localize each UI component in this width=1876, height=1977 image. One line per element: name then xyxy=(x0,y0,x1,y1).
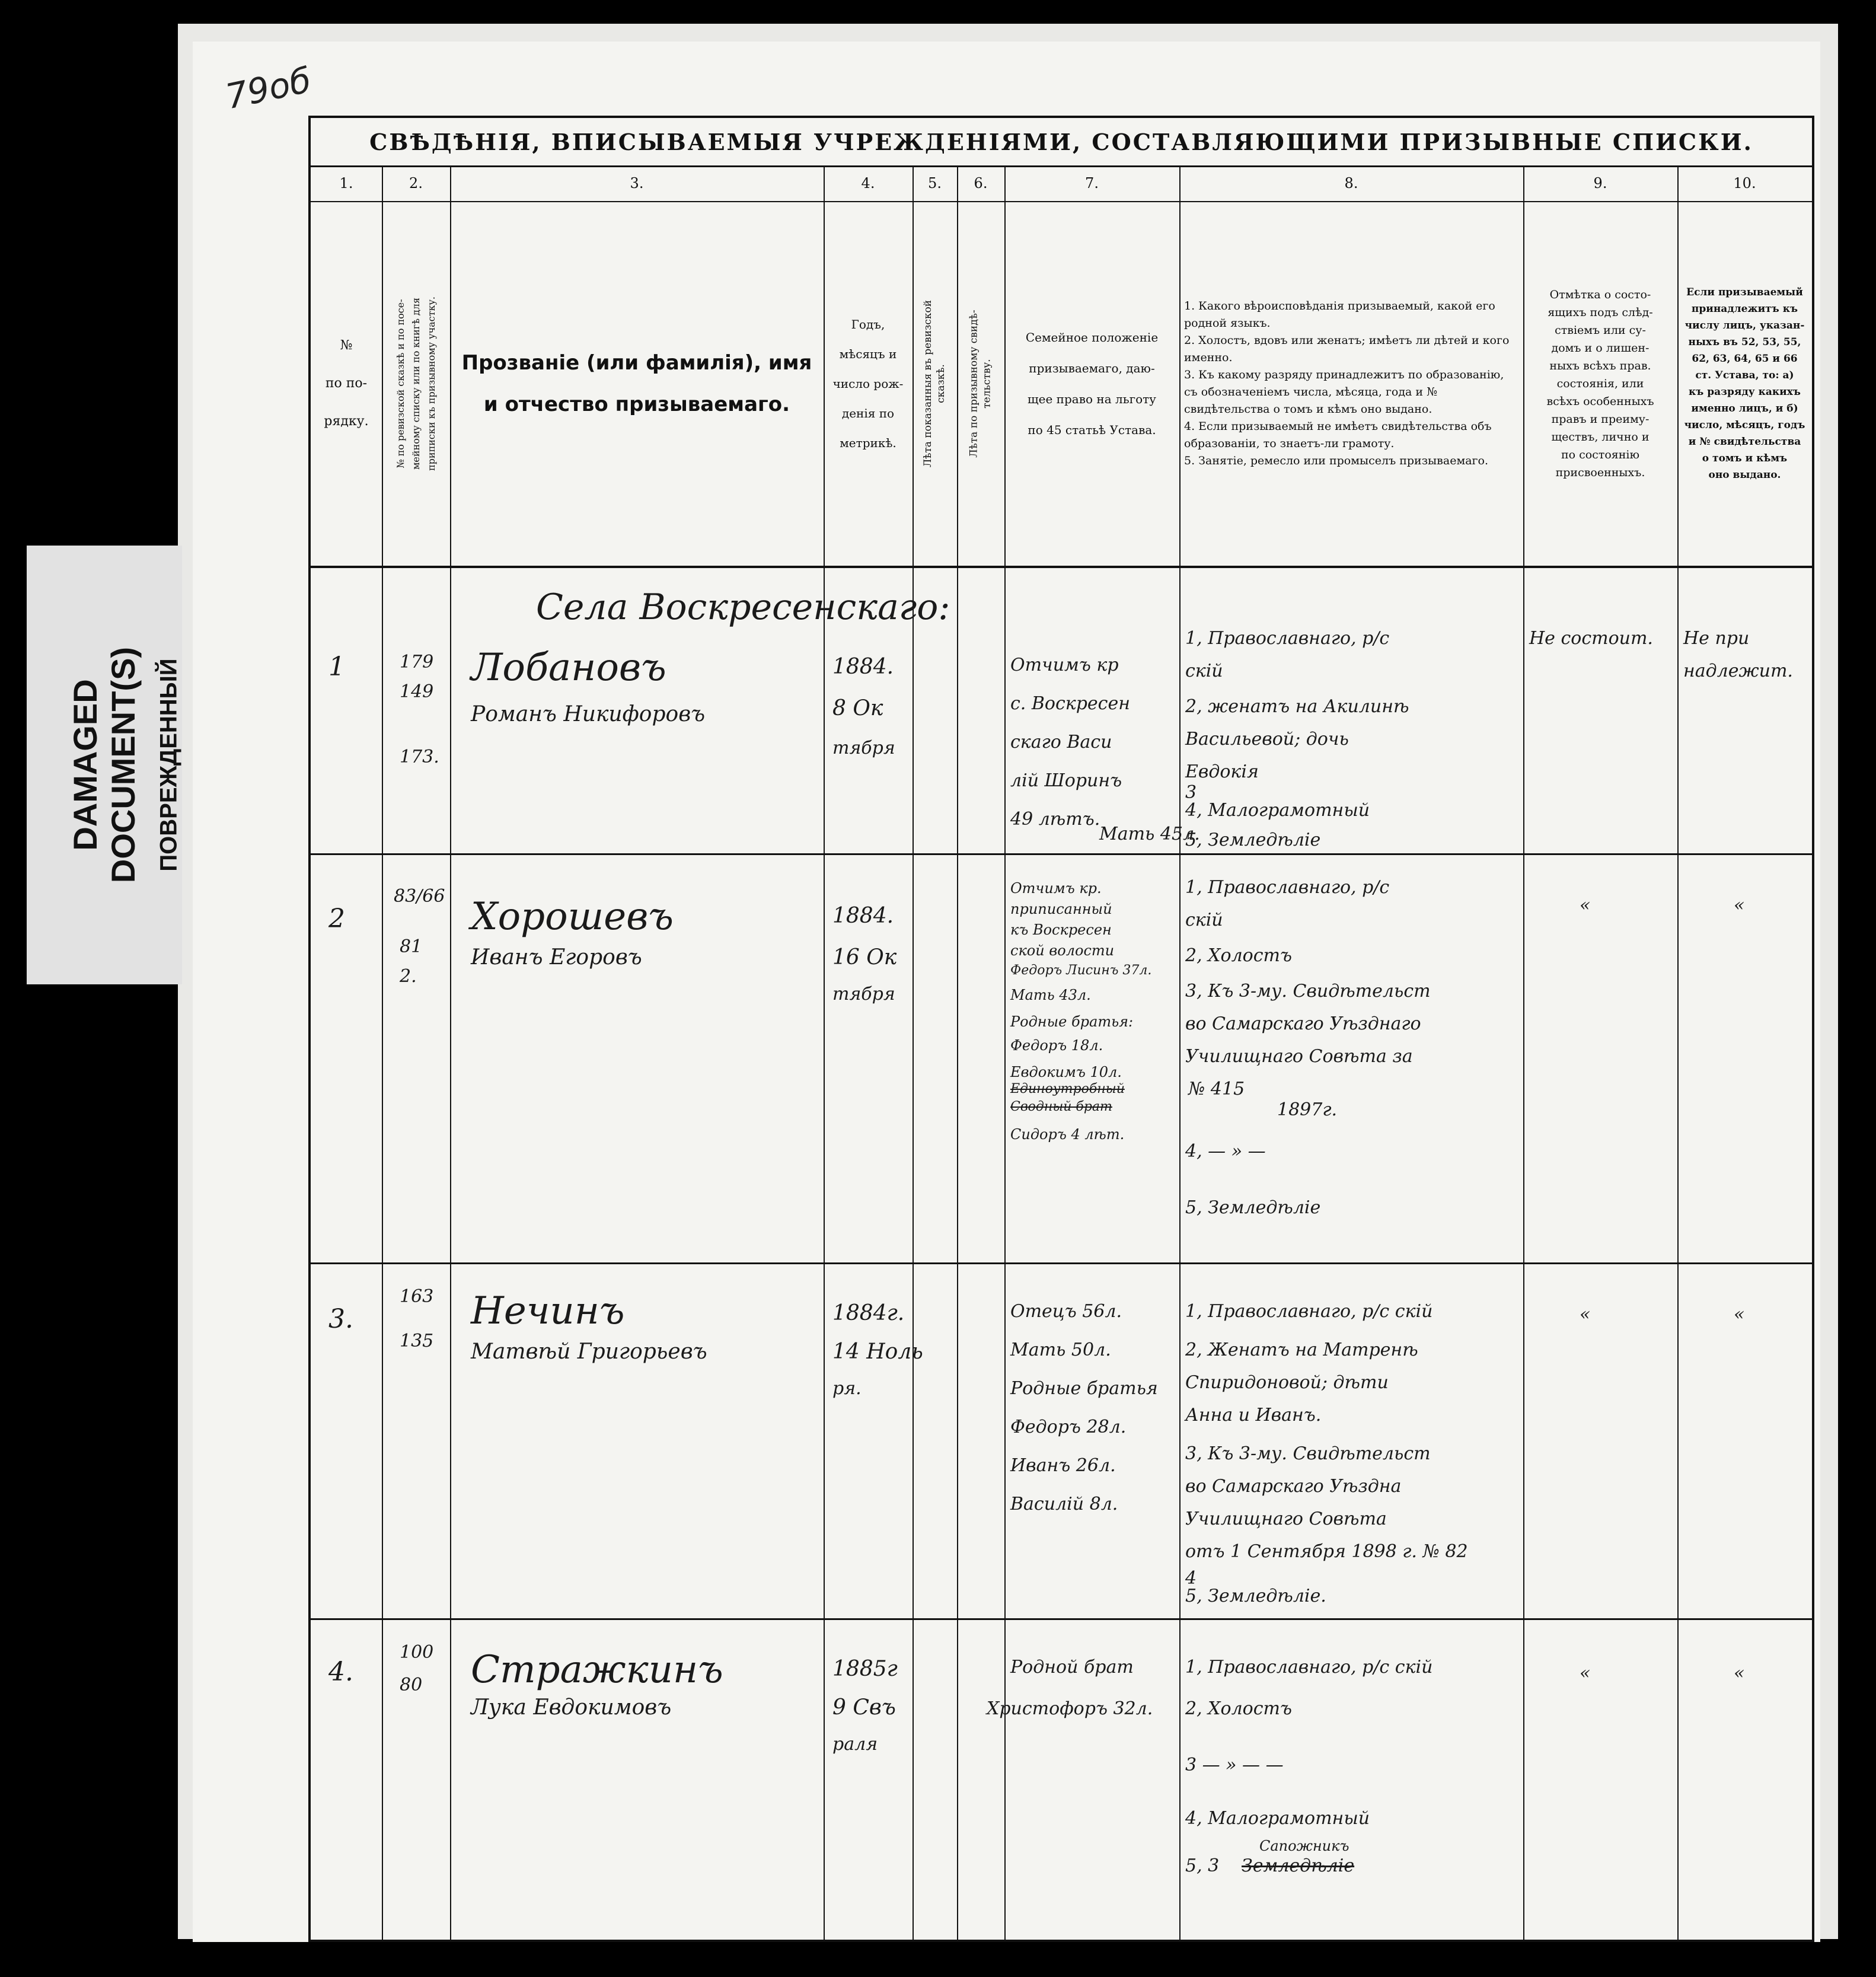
family-line: Родные братья xyxy=(1010,1378,1158,1399)
birth-year: 1884. xyxy=(832,904,894,928)
info-line: 4, Малограмотный xyxy=(1185,800,1370,821)
registry-number: 100 xyxy=(400,1642,434,1663)
exemption-note: надлежит. xyxy=(1683,661,1793,681)
info-line: 1, Православнаго, р/с xyxy=(1185,628,1390,649)
family-line: Федоръ 28л. xyxy=(1010,1417,1127,1437)
exemption-note: « xyxy=(1734,1663,1745,1683)
row-divider xyxy=(311,1262,1812,1264)
conscription-form xyxy=(308,116,1814,1942)
column-number-row xyxy=(311,165,1812,202)
surname: Нечинъ xyxy=(471,1289,625,1333)
info-line: Училищнаго Совѣта xyxy=(1185,1509,1387,1529)
registry-number: 80 xyxy=(400,1675,423,1695)
birth-day: 8 Ок xyxy=(832,696,883,720)
info-line: отъ 1 Сентября 1898 г. № 82 xyxy=(1185,1541,1468,1562)
family-line: ской волости xyxy=(1010,942,1115,959)
family-line: Родной брат xyxy=(1010,1657,1134,1678)
court-note: « xyxy=(1580,1304,1591,1325)
row-divider xyxy=(311,1618,1812,1620)
registry-number: 163 xyxy=(400,1286,434,1307)
court-note: Не состоит. xyxy=(1529,628,1653,649)
family-line: Мать 45л. xyxy=(1099,824,1200,844)
registry-number: 83/66 xyxy=(394,886,445,907)
family-line: Василій 8л. xyxy=(1010,1494,1118,1514)
stamp-line-2: DOCUMENT(S) xyxy=(104,646,142,884)
info-line: № 415 xyxy=(1188,1079,1245,1099)
given-name-patronymic: Романъ Никифоровъ xyxy=(471,702,706,726)
column-header-row xyxy=(311,201,1812,568)
grid-line xyxy=(1004,165,1006,1940)
family-line: Христофоръ 32л. xyxy=(987,1698,1153,1719)
grid-line xyxy=(1677,165,1679,1940)
info-line: 1, Православнаго, р/с скій xyxy=(1185,1301,1433,1322)
birth-year: 1884. xyxy=(832,655,894,679)
court-note: « xyxy=(1580,1663,1591,1683)
info-line: 3 — » — — xyxy=(1185,1755,1284,1775)
colnum-7: 7. xyxy=(1085,175,1099,192)
family-line: Сводный брат xyxy=(1010,1099,1112,1114)
family-line: Родные братья: xyxy=(1010,1013,1134,1030)
info-line: 2, Холостъ xyxy=(1185,945,1292,966)
page-number: 79об xyxy=(222,59,315,117)
info-line: Училищнаго Совѣта за xyxy=(1185,1046,1413,1067)
given-name-patronymic: Лука Евдокимовъ xyxy=(471,1695,672,1720)
court-note: « xyxy=(1580,895,1591,916)
family-line: с. Воскресен xyxy=(1010,693,1130,714)
header-birth-date: Годъ, мѣсяцъ и число рож- денія по метрикѣ. xyxy=(832,317,904,450)
grid-line xyxy=(957,165,958,1940)
header-family-status: Семейное положеніе призываемаго, даю- щее право на льготу по 45 статьѣ Устава. xyxy=(1025,330,1159,437)
grid-line xyxy=(382,165,383,1940)
damaged-stamp-text xyxy=(66,647,142,883)
family-line: Мать 43л. xyxy=(1010,987,1091,1003)
family-line: Федоръ 18л. xyxy=(1010,1037,1103,1054)
registry-number: 135 xyxy=(400,1331,434,1351)
info-line: 3 xyxy=(1185,782,1197,803)
info-line: 3, Къ 3-му. Свидѣтельст xyxy=(1185,981,1431,1002)
entry-number: 2 xyxy=(328,904,345,934)
colnum-1: 1. xyxy=(339,175,353,192)
info-line: Спиридоновой; дѣти xyxy=(1185,1372,1389,1393)
family-line: Евдокимъ 10л. xyxy=(1010,1064,1122,1080)
entry-number: 3. xyxy=(328,1304,353,1334)
family-line: Отчимъ кр xyxy=(1010,655,1119,675)
birth-month: тября xyxy=(832,738,895,758)
info-line: Анна и Иванъ. xyxy=(1185,1405,1322,1426)
colnum-5: 5. xyxy=(928,175,942,192)
registry-number: 2. xyxy=(400,966,417,987)
colnum-10: 10. xyxy=(1733,175,1756,192)
info-line: 5, 3 xyxy=(1185,1855,1220,1876)
info-line: Васильевой; дочь xyxy=(1185,729,1349,750)
header-order-number: № по по- рядку. xyxy=(324,337,369,429)
stamp-line-1: DAMAGED xyxy=(66,679,104,851)
info-line: во Самарскаго Уѣздна xyxy=(1185,1476,1402,1497)
info-line: Евдокія xyxy=(1185,761,1259,782)
info-line: Земледѣліе xyxy=(1242,1855,1355,1876)
info-line: 2, Холостъ xyxy=(1185,1698,1292,1719)
colnum-3: 3. xyxy=(630,175,644,192)
header-registry-number: № по ревизской сказкѣ и по посе- мейному списку или по книгѣ для приписки къ призывному участку. xyxy=(394,296,437,471)
info-line: 5, Земледѣліе. xyxy=(1185,1586,1326,1606)
info-line: 3, Къ 3-му. Свидѣтельст xyxy=(1185,1443,1431,1464)
colnum-9: 9. xyxy=(1593,175,1607,192)
birth-year: 1884г. xyxy=(832,1301,905,1325)
stamp-russian: ПОВРЕЖДЕННЫЙ xyxy=(155,658,182,872)
given-name-patronymic: Матвѣй Григорьевъ xyxy=(471,1340,707,1364)
form-title: СВѢДѢНІЯ, ВПИСЫВАЕМЫЯ УЧРЕЖДЕНІЯМИ, СОСТАВЛЯЮЩИМИ ПРИЗЫВНЫЕ СПИСКИ. xyxy=(311,118,1812,167)
info-line: 1, Православнаго, р/с скій xyxy=(1185,1657,1433,1678)
colnum-2: 2. xyxy=(409,175,423,192)
family-line: Отецъ 56л. xyxy=(1010,1301,1122,1322)
family-line: къ Воскресен xyxy=(1010,921,1112,938)
given-name-patronymic: Иванъ Егоровъ xyxy=(471,945,642,970)
registry-number: 173. xyxy=(400,747,439,767)
birth-month: раля xyxy=(832,1734,878,1755)
info-line: 4, — » — xyxy=(1185,1141,1266,1162)
registry-number: 179 xyxy=(400,652,434,672)
surname: Хорошевъ xyxy=(471,895,674,939)
grid-line xyxy=(450,165,451,1940)
info-line: 2, женатъ на Акилинѣ xyxy=(1185,696,1409,717)
colnum-8: 8. xyxy=(1344,175,1358,192)
grid-line xyxy=(824,165,825,1940)
birth-day: 9 Свъ xyxy=(832,1695,896,1720)
birth-month: тября xyxy=(832,984,895,1005)
header-age-revision: Лѣта показанныя въ ревизской сказкѣ. xyxy=(922,299,947,467)
header-name: Прозваніе (или фамилія), имя и отчество призываемаго. xyxy=(461,350,812,416)
family-line: Федоръ Лисинъ 37л. xyxy=(1010,963,1152,978)
family-line: Отчимъ кр. xyxy=(1010,880,1102,897)
birth-year: 1885г xyxy=(832,1657,898,1681)
exemption-note: « xyxy=(1734,1304,1745,1325)
header-exemption-category: Если призываемый принадлежитъ къ числу лицъ, указан- ныхъ въ 52, 53, 55, 62, 63, 64, 65 и 66 ст. Устава, то: а) къ разряду какихъ именно лицъ, и б) число, мѣсяцъ, годъ и № свидѣтельства о томъ и кѣмъ оно выдано. xyxy=(1684,286,1805,481)
info-line: 4, Малограмотный xyxy=(1185,1808,1370,1829)
village-heading: Села Воскресенскаго: xyxy=(536,586,950,628)
header-court-notes: Отмѣтка о состо- ящихъ подъ слѣд- ствіемъ или су- домъ и о лишен- ныхъ всѣхъ прав. состоянія, или всѣхъ особенныхъ правъ и преиму- ществъ, лично и по состоянію присвоенныхъ. xyxy=(1546,288,1654,479)
info-line: скій xyxy=(1185,910,1223,930)
grid-line xyxy=(913,165,914,1940)
colnum-6: 6. xyxy=(974,175,988,192)
surname: Стражкинъ xyxy=(471,1648,723,1692)
info-line: 5, Земледѣліе xyxy=(1185,1197,1321,1218)
info-line: 5, Земледѣліе xyxy=(1185,830,1321,850)
family-line: 49 лѣтъ. xyxy=(1010,809,1100,830)
family-line: Сидоръ 4 лѣт. xyxy=(1010,1126,1125,1143)
grid-line xyxy=(1523,165,1524,1940)
info-line: 1, Православнаго, р/с xyxy=(1185,877,1390,898)
family-line: приписанный xyxy=(1010,901,1112,917)
row-divider xyxy=(311,853,1812,855)
info-line: 1897г. xyxy=(1277,1099,1338,1120)
birth-day: 14 Ноль xyxy=(832,1340,923,1364)
colnum-4: 4. xyxy=(861,175,875,192)
info-line: 4 xyxy=(1185,1568,1197,1589)
info-line: Сапожникъ xyxy=(1259,1838,1349,1854)
exemption-note: Не при xyxy=(1683,628,1750,649)
entry-number: 4. xyxy=(328,1657,353,1687)
family-line: Единоутробный xyxy=(1010,1082,1125,1096)
info-line: скій xyxy=(1185,661,1223,681)
header-age-certificate: Лѣта по призывному свидѣ- тельству. xyxy=(968,309,994,458)
info-line: во Самарскаго Уѣзднаго xyxy=(1185,1013,1421,1034)
exemption-note: « xyxy=(1734,895,1745,916)
surname: Лобановъ xyxy=(471,646,666,690)
entry-number: 1 xyxy=(328,652,345,682)
family-line: лій Шоринъ xyxy=(1010,770,1122,791)
grid-line xyxy=(1179,165,1181,1940)
info-line: 2, Женатъ на Матренѣ xyxy=(1185,1340,1418,1360)
family-line: Иванъ 26л. xyxy=(1010,1455,1116,1476)
registry-number: 149 xyxy=(400,681,434,702)
birth-month: ря. xyxy=(832,1378,862,1399)
birth-day: 16 Ок xyxy=(832,945,897,970)
registry-number: 81 xyxy=(400,936,423,957)
family-line: скаго Васи xyxy=(1010,732,1112,752)
family-line: Мать 50л. xyxy=(1010,1340,1111,1360)
header-religion-education: 1. Какого вѣроисповѣданія призываемый, какой его родной языкъ. 2. Холостъ, вдовъ или женатъ; имѣетъ ли дѣтей и кого именно. 3. Къ какому разряду принадлежитъ по образованію, съ обозначеніемъ числа, мѣсяца, года и № свидѣтельства о томъ и кѣмъ оно выдано. 4. Если призываемый не имѣетъ свидѣтельства объ образованіи, то знаетъ-ли грамоту. 5. Занятіе, ремесло или промыселъ призываемаго. xyxy=(1184,299,1510,467)
